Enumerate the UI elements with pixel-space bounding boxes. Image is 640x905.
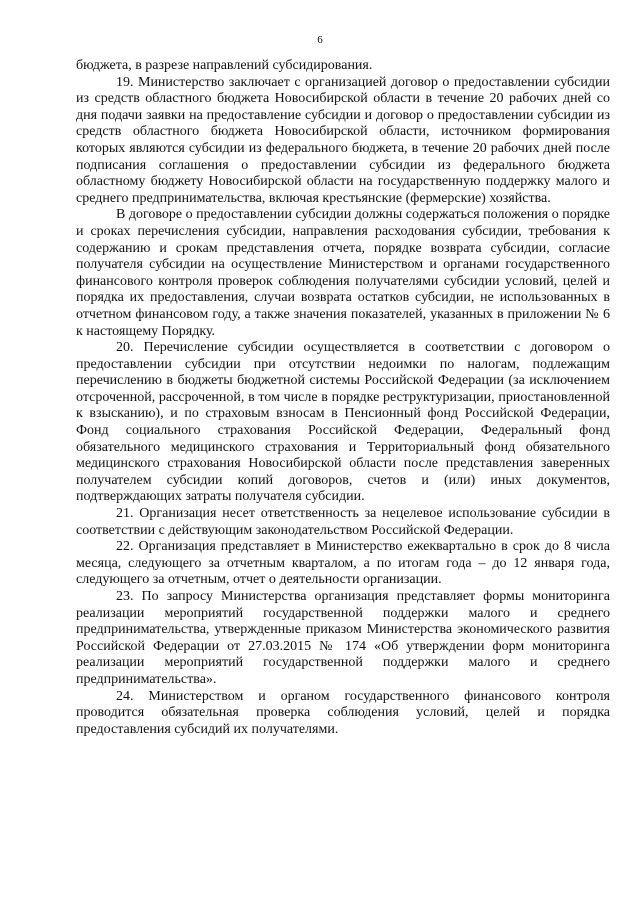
paragraph-contract-provisions: В договоре о предоставлении субсидии должны содержаться положения о порядке и сроках перечисления субсидии, направления расходования субсидии, требования к содержанию и срокам представления отчета, порядке возврата субсидии, согласие получателя субсидии на осуществление Министерством и органами государственного финансового контроля проверок соблюдения получателями субсидии условий, целей и порядка их предоставления, случаи возврата остатков субсидии, не использованных в отчетном финансовом году, а также значения показателей, указанных в приложении № 6 к настоящему Порядку. — [76, 207, 610, 339]
paragraph-continuation: бюджета, в разрезе направлений субсидирования. — [76, 58, 373, 73]
page-number: 6 — [317, 34, 323, 46]
paragraph-24: 24. Министерством и органом государственного финансового контроля проводится обязательная проверка соблюдения условий, целей и порядка предоставления субсидий их получателями. — [76, 688, 610, 737]
paragraph-19: 19. Министерство заключает с организацией договор о предоставлении субсидии из средств областного бюджета Новосибирской области в течение 20 рабочих дней со дня подачи заявки на предоставление субсидии и договор о предоставлении субсидии из средств областного бюджета Новосибирской области, источником формирования которых являются субсидии из федерального бюджета, в течение 20 рабочих дней после подписания соглашения о предоставлении субсидии из федерального бюджета областному бюджету Новосибирской области на государственную поддержку малого и среднего предпринимательства, включая крестьянские (фермерские) хозяйства. — [76, 74, 610, 206]
paragraph-21: 21. Организация несет ответственность за нецелевое использование субсидии в соответствии с действующим законодательством Российской Федерации. — [76, 506, 610, 538]
paragraph-22: 22. Организация представляет в Министерство ежеквартально в срок до 8 числа месяца, следующего за отчетным кварталом, а по итогам года – до 12 января года, следующего за отчетным, отчет о деятельности организации. — [76, 539, 610, 588]
document-body — [76, 58, 610, 738]
paragraph-20: 20. Перечисление субсидии осуществляется в соответствии с договором о предоставлении субсидии при отсутствии недоимки по налогам, подлежащим перечислению в бюджеты бюджетной системы Российской Федерации (за исключением отсроченной, рассроченной, в том числе в порядке реструктуризации, приостановленной к взысканию), и по страховым взносам в Пенсионный фонд Российской Федерации, Фонд социального страхования Российской Федерации, Федеральный фонд обязательного медицинского страхования и Территориальный фонд обязательного медицинского страхования Новосибирской области после представления заверенных получателем субсидии копий договоров, счетов и (или) иных документов, подтверждающих затраты получателя субсидии. — [76, 340, 610, 505]
paragraph-23: 23. По запросу Министерства организация представляет формы мониторинга реализации мероприятий государственной поддержки малого и среднего предпринимательства, утвержденные приказом Министерства экономического развития Российской Федерации от 27.03.2015 № 174 «Об утверждении форм мониторинга реализации мероприятий государственной поддержки малого и среднего предпринимательства». — [76, 589, 610, 687]
